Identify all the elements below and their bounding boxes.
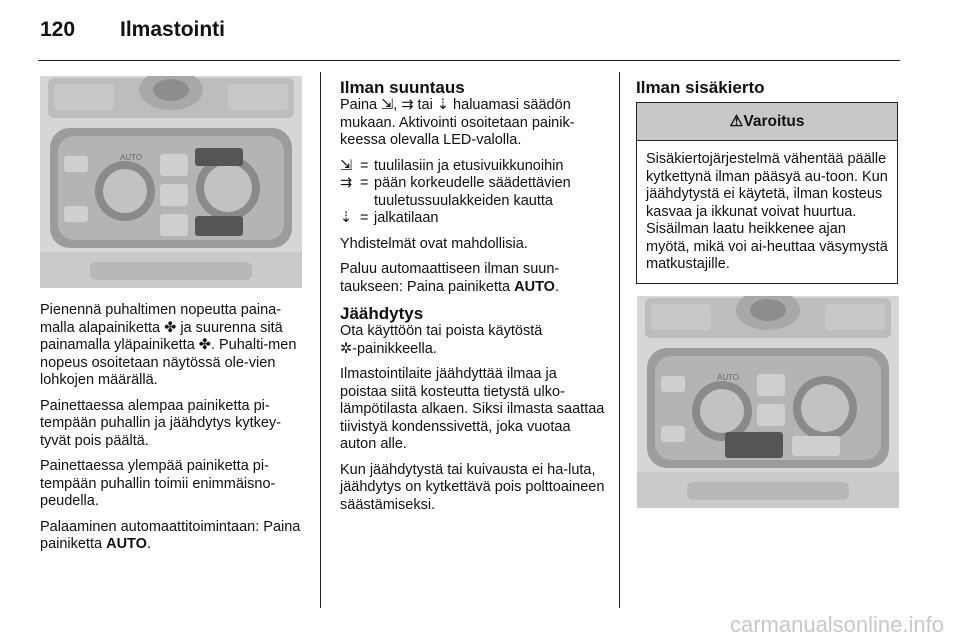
- warning-triangle-icon: ⚠: [729, 113, 744, 130]
- head-level-icon: ⇉: [401, 97, 414, 113]
- cooling-heading: Jäähdytys: [340, 304, 424, 323]
- fan-speed-paragraph: Pienennä puhaltimen nopeutta paina-malla alapainiketta ✤ ja suurenna sitä painamalla yläpainiketta ✤. Puhalti-men nopeus osoitetaan näytössä ole-vien lohkojen määrällä.: [40, 302, 297, 388]
- climate-panel-photo-recirculation: [637, 296, 899, 508]
- list-item: ⇲ = tuulilasiin ja etusivuikkunoihin: [340, 157, 564, 174]
- column-divider-2: [619, 72, 620, 608]
- auto-keyword: AUTO: [106, 536, 147, 552]
- cooling-info-paragraph: Ilmastointilaite jäähdyttää ilmaa ja poistaa siitä kosteutta tietystä ulko-lämpötilasta alkaen. Siksi ilmasta saattaa tiivistyä kondenssivettä, joka vuotaa auton alle.: [340, 366, 605, 452]
- warning-title: Varoitus: [743, 113, 805, 130]
- auto-keyword: AUTO: [514, 278, 555, 295]
- fan-icon: ✤: [164, 319, 177, 336]
- cooling-off-paragraph: Kun jäähdytystä tai kuivausta ei ha-luta, jäähdytys on kytkettävä pois polttoaineen säästämiseksi.: [340, 461, 605, 513]
- air-distribution-paragraph: Paina ⇲, ⇉ tai ⇣ haluamasi säädön mukaan. Aktivointi osoitetaan painik-keessa olevalla LED-valolla.: [340, 97, 575, 148]
- auto-return-paragraph: Palaaminen automaattitoimintaan: Paina painiketta AUTO.: [40, 518, 301, 552]
- climate-panel-photo-fan: [40, 76, 302, 288]
- column-2: [340, 78, 606, 522]
- page-number: 120: [40, 18, 76, 41]
- upper-button-paragraph: Painettaessa ylempää painiketta pi-tempään puhallin toimii enimmäisno-peudella.: [40, 458, 276, 509]
- column-divider-1: [320, 72, 321, 608]
- column-3: [636, 78, 902, 97]
- recirculation-heading: Ilman sisäkierto: [636, 78, 765, 97]
- page-header: [40, 18, 920, 48]
- air-distribution-heading: Ilman suuntaus: [340, 78, 465, 97]
- snowflake-icon: ✲: [340, 340, 353, 357]
- footwell-icon: ⇣: [340, 210, 353, 226]
- footwell-icon: ⇣: [436, 97, 450, 113]
- watermark: carmanualsonline.info: [729, 612, 944, 637]
- auto-distribution-paragraph: Paluu automaattiseen ilman suun-taukseen: Paina painiketta AUTO.: [340, 261, 560, 295]
- list-item: ⇉ = pään korkeudelle säädettävien tuuletussuulakkeiden kautta: [340, 175, 571, 209]
- lower-button-paragraph: Painettaessa alempaa painiketta pi-tempään puhallin ja jäähdytys kytkey-tyvät pois päältä.: [40, 397, 281, 449]
- fan-icon: ✤: [198, 337, 211, 353]
- photo-auto-label: AUTO: [120, 153, 143, 162]
- warning-header: [637, 103, 897, 141]
- windscreen-icon: ⇲: [340, 157, 353, 174]
- head-level-icon: ⇉: [340, 175, 353, 191]
- header-rule: [38, 60, 900, 61]
- page-title: Ilmastointi: [120, 18, 226, 41]
- air-distribution-list: [340, 158, 606, 228]
- windscreen-icon: ⇲: [381, 97, 394, 113]
- warning-text: Sisäkiertojärjestelmä vähentää päälle kytkettynä ilman pääsyä au-toon. Kun jäähdytystä ei käytetä, ilman kosteus kasvaa ja ikkunat voivat huurtua. Sisäilman laatu heikkenee ajan myötä, mikä voi ai-heuttaa väsymystä matkustajille.: [646, 151, 888, 272]
- warning-box: [636, 102, 898, 284]
- photo-auto-label: AUTO: [717, 373, 740, 382]
- cooling-toggle-paragraph: Ota käyttöön tai poista käytöstä ✲-painikkeella.: [340, 323, 543, 357]
- combinations-paragraph: Yhdistelmät ovat mahdollisia.: [340, 235, 528, 252]
- list-item: ⇣ = jalkatilaan: [340, 210, 439, 226]
- column-1: [40, 302, 306, 562]
